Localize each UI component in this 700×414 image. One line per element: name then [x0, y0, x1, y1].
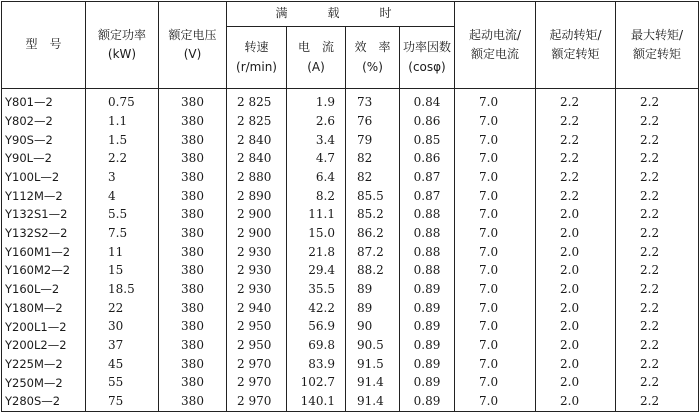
cell-start-torque-ratio: 2.0 [536, 205, 616, 224]
cell-power-factor: 0.84 [400, 89, 455, 113]
cell-efficiency: 89 [346, 299, 400, 318]
header-voltage-title: 额定电压 [168, 27, 217, 42]
cell-speed: 2 900 [227, 205, 287, 224]
cell-model: Y280S—2 [2, 392, 86, 411]
cell-start-torque-ratio: 2.2 [536, 149, 616, 168]
cell-power: 1.1 [86, 112, 159, 131]
cell-max-torque-ratio: 2.2 [616, 112, 699, 131]
cell-speed: 2 825 [227, 112, 287, 131]
cell-start-torque-ratio: 2.0 [536, 280, 616, 299]
cell-model: Y801—2 [2, 89, 86, 113]
cell-current: 83.9 [287, 355, 346, 374]
cell-efficiency: 88.2 [346, 261, 400, 280]
cell-max-torque-ratio: 2.2 [616, 131, 699, 150]
header-power [86, 2, 159, 89]
cell-current: 8.2 [287, 187, 346, 206]
cell-efficiency: 79 [346, 131, 400, 150]
table-row [2, 205, 699, 224]
cell-max-torque-ratio: 2.2 [616, 243, 699, 262]
cell-speed: 2 970 [227, 374, 287, 393]
cell-power-factor: 0.86 [400, 149, 455, 168]
cell-voltage: 380 [159, 224, 227, 243]
cell-speed: 2 840 [227, 131, 287, 150]
cell-start-current-ratio: 7.0 [455, 374, 536, 393]
cell-efficiency: 73 [346, 89, 400, 113]
cell-power: 15 [86, 261, 159, 280]
cell-voltage: 380 [159, 243, 227, 262]
cell-start-torque-ratio: 2.0 [536, 261, 616, 280]
cell-current: 42.2 [287, 299, 346, 318]
cell-speed: 2 825 [227, 89, 287, 113]
cell-model: Y112M—2 [2, 187, 86, 206]
cell-start-current-ratio: 7.0 [455, 112, 536, 131]
cell-power: 0.75 [86, 89, 159, 113]
cell-voltage: 380 [159, 261, 227, 280]
header-start-current-line2: 额定电流 [471, 47, 520, 61]
cell-power-factor: 0.89 [400, 392, 455, 411]
cell-current: 6.4 [287, 168, 346, 187]
table-header [2, 2, 699, 89]
cell-start-current-ratio: 7.0 [455, 243, 536, 262]
cell-power: 18.5 [86, 280, 159, 299]
cell-model: Y160M1—2 [2, 243, 86, 262]
cell-max-torque-ratio: 2.2 [616, 392, 699, 411]
cell-power-factor: 0.88 [400, 224, 455, 243]
cell-max-torque-ratio: 2.2 [616, 280, 699, 299]
header-efficiency-unit: (%) [362, 59, 383, 74]
cell-model: Y160M2—2 [2, 261, 86, 280]
cell-start-current-ratio: 7.0 [455, 205, 536, 224]
cell-current: 29.4 [287, 261, 346, 280]
cell-max-torque-ratio: 2.2 [616, 149, 699, 168]
table-row [2, 392, 699, 411]
cell-start-torque-ratio: 2.0 [536, 224, 616, 243]
cell-current: 56.9 [287, 317, 346, 336]
cell-voltage: 380 [159, 89, 227, 113]
cell-efficiency: 86.2 [346, 224, 400, 243]
cell-max-torque-ratio: 2.2 [616, 187, 699, 206]
cell-start-torque-ratio: 2.2 [536, 89, 616, 113]
cell-power-factor: 0.88 [400, 243, 455, 262]
cell-efficiency: 82 [346, 149, 400, 168]
cell-speed: 2 950 [227, 317, 287, 336]
header-voltage-unit: (V) [183, 47, 202, 61]
cell-speed: 2 900 [227, 224, 287, 243]
cell-power-factor: 0.87 [400, 187, 455, 206]
cell-power-factor: 0.89 [400, 280, 455, 299]
cell-max-torque-ratio: 2.2 [616, 317, 699, 336]
table-row [2, 280, 699, 299]
cell-voltage: 380 [159, 131, 227, 150]
cell-power-factor: 0.89 [400, 374, 455, 393]
cell-efficiency: 91.4 [346, 374, 400, 393]
cell-power-factor: 0.89 [400, 336, 455, 355]
cell-start-current-ratio: 7.0 [455, 280, 536, 299]
header-current-unit: (A) [307, 59, 325, 74]
header-full-load: 满 载 时 [227, 2, 455, 27]
cell-start-torque-ratio: 2.0 [536, 317, 616, 336]
cell-power: 45 [86, 355, 159, 374]
cell-start-current-ratio: 7.0 [455, 224, 536, 243]
cell-start-torque-ratio: 2.2 [536, 168, 616, 187]
cell-model: Y802—2 [2, 112, 86, 131]
cell-model: Y132S1—2 [2, 205, 86, 224]
cell-start-torque-ratio: 2.0 [536, 374, 616, 393]
table-row [2, 299, 699, 318]
cell-model: Y132S2—2 [2, 224, 86, 243]
table-row [2, 243, 699, 262]
cell-current: 1.9 [287, 89, 346, 113]
cell-current: 15.0 [287, 224, 346, 243]
header-max-torque-line1: 最大转矩/ [630, 27, 684, 42]
cell-model: Y90S—2 [2, 131, 86, 150]
cell-voltage: 380 [159, 299, 227, 318]
header-start-current-ratio [455, 2, 536, 89]
cell-current: 102.7 [287, 374, 346, 393]
header-voltage [159, 2, 227, 89]
cell-power: 22 [86, 299, 159, 318]
header-current [287, 27, 346, 89]
header-power-factor [400, 27, 455, 89]
cell-max-torque-ratio: 2.2 [616, 168, 699, 187]
cell-max-torque-ratio: 2.2 [616, 261, 699, 280]
cell-start-torque-ratio: 2.2 [536, 187, 616, 206]
header-power-factor-title: 功率因数 [403, 40, 452, 55]
cell-model: Y90L—2 [2, 149, 86, 168]
cell-current: 2.6 [287, 112, 346, 131]
cell-speed: 2 970 [227, 392, 287, 411]
table-row [2, 89, 699, 113]
cell-efficiency: 82 [346, 168, 400, 187]
header-power-factor-unit: (cosφ) [408, 59, 446, 74]
header-max-torque-line2: 额定转矩 [633, 47, 682, 61]
cell-voltage: 380 [159, 336, 227, 355]
header-speed-title: 转速 [244, 40, 269, 55]
table-row [2, 336, 699, 355]
header-model: 型 号 [2, 2, 86, 89]
cell-efficiency: 90 [346, 317, 400, 336]
cell-model: Y100L—2 [2, 168, 86, 187]
cell-model: Y160L—2 [2, 280, 86, 299]
cell-max-torque-ratio: 2.2 [616, 89, 699, 113]
cell-power: 5.5 [86, 205, 159, 224]
cell-start-current-ratio: 7.0 [455, 336, 536, 355]
cell-voltage: 380 [159, 280, 227, 299]
cell-power: 37 [86, 336, 159, 355]
cell-voltage: 380 [159, 317, 227, 336]
cell-speed: 2 930 [227, 280, 287, 299]
cell-voltage: 380 [159, 168, 227, 187]
cell-power: 4 [86, 187, 159, 206]
cell-power: 3 [86, 168, 159, 187]
table-row [2, 149, 699, 168]
cell-start-torque-ratio: 2.0 [536, 299, 616, 318]
header-power-title: 额定功率 [97, 27, 146, 42]
cell-start-current-ratio: 7.0 [455, 89, 536, 113]
table-row [2, 374, 699, 393]
table-row [2, 168, 699, 187]
cell-power: 30 [86, 317, 159, 336]
cell-speed: 2 950 [227, 336, 287, 355]
cell-start-current-ratio: 7.0 [455, 261, 536, 280]
table-row [2, 261, 699, 280]
table-row [2, 224, 699, 243]
cell-start-current-ratio: 7.0 [455, 355, 536, 374]
cell-current: 4.7 [287, 149, 346, 168]
cell-current: 3.4 [287, 131, 346, 150]
cell-start-current-ratio: 7.0 [455, 131, 536, 150]
table-row [2, 355, 699, 374]
cell-start-current-ratio: 7.0 [455, 149, 536, 168]
header-start-torque-line1: 起动转矩/ [549, 27, 602, 42]
cell-max-torque-ratio: 2.2 [616, 205, 699, 224]
cell-voltage: 380 [159, 112, 227, 131]
header-speed [227, 27, 287, 89]
cell-speed: 2 840 [227, 149, 287, 168]
cell-max-torque-ratio: 2.2 [616, 336, 699, 355]
header-current-title: 电 流 [297, 40, 334, 55]
cell-start-current-ratio: 7.0 [455, 317, 536, 336]
cell-power-factor: 0.89 [400, 355, 455, 374]
cell-voltage: 380 [159, 187, 227, 206]
cell-model: Y250M—2 [2, 374, 86, 393]
cell-max-torque-ratio: 2.2 [616, 374, 699, 393]
cell-efficiency: 87.2 [346, 243, 400, 262]
table-row [2, 187, 699, 206]
cell-power-factor: 0.89 [400, 317, 455, 336]
header-speed-unit: (r/min) [236, 59, 277, 74]
cell-max-torque-ratio: 2.2 [616, 224, 699, 243]
cell-model: Y200L2—2 [2, 336, 86, 355]
cell-efficiency: 91.5 [346, 355, 400, 374]
header-max-torque-ratio [616, 2, 699, 89]
cell-current: 69.8 [287, 336, 346, 355]
cell-power: 2.2 [86, 149, 159, 168]
cell-voltage: 380 [159, 392, 227, 411]
header-start-torque-line2: 额定转矩 [551, 47, 600, 61]
cell-speed: 2 890 [227, 187, 287, 206]
table-row [2, 131, 699, 150]
cell-power-factor: 0.85 [400, 131, 455, 150]
cell-voltage: 380 [159, 205, 227, 224]
header-efficiency-title: 效 率 [354, 40, 391, 55]
cell-current: 21.8 [287, 243, 346, 262]
cell-power-factor: 0.88 [400, 261, 455, 280]
cell-power-factor: 0.86 [400, 112, 455, 131]
cell-model: Y200L1—2 [2, 317, 86, 336]
cell-start-torque-ratio: 2.0 [536, 355, 616, 374]
motor-spec-table [1, 1, 699, 412]
cell-start-current-ratio: 7.0 [455, 392, 536, 411]
cell-start-torque-ratio: 2.0 [536, 336, 616, 355]
cell-start-current-ratio: 7.0 [455, 187, 536, 206]
table-body [2, 89, 699, 412]
cell-current: 35.5 [287, 280, 346, 299]
cell-max-torque-ratio: 2.2 [616, 355, 699, 374]
cell-power-factor: 0.89 [400, 299, 455, 318]
header-start-current-line1: 起动电流/ [468, 27, 522, 42]
cell-speed: 2 930 [227, 243, 287, 262]
cell-start-torque-ratio: 2.2 [536, 112, 616, 131]
cell-voltage: 380 [159, 149, 227, 168]
cell-speed: 2 880 [227, 168, 287, 187]
cell-efficiency: 89 [346, 280, 400, 299]
table-row [2, 112, 699, 131]
cell-efficiency: 85.5 [346, 187, 400, 206]
cell-power: 75 [86, 392, 159, 411]
cell-voltage: 380 [159, 355, 227, 374]
cell-efficiency: 76 [346, 112, 400, 131]
cell-current: 140.1 [287, 392, 346, 411]
cell-start-torque-ratio: 2.0 [536, 243, 616, 262]
cell-power: 55 [86, 374, 159, 393]
header-efficiency [346, 27, 400, 89]
cell-current: 11.1 [287, 205, 346, 224]
cell-model: Y225M—2 [2, 355, 86, 374]
cell-start-torque-ratio: 2.0 [536, 392, 616, 411]
cell-power-factor: 0.87 [400, 168, 455, 187]
cell-speed: 2 940 [227, 299, 287, 318]
cell-efficiency: 90.5 [346, 336, 400, 355]
cell-speed: 2 930 [227, 261, 287, 280]
cell-max-torque-ratio: 2.2 [616, 299, 699, 318]
cell-start-torque-ratio: 2.2 [536, 131, 616, 150]
cell-efficiency: 85.2 [346, 205, 400, 224]
cell-power: 11 [86, 243, 159, 262]
cell-start-current-ratio: 7.0 [455, 299, 536, 318]
cell-start-current-ratio: 7.0 [455, 168, 536, 187]
cell-voltage: 380 [159, 374, 227, 393]
table-row [2, 317, 699, 336]
cell-power: 1.5 [86, 131, 159, 150]
header-start-torque-ratio [536, 2, 616, 89]
cell-power: 7.5 [86, 224, 159, 243]
cell-speed: 2 970 [227, 355, 287, 374]
cell-model: Y180M—2 [2, 299, 86, 318]
header-power-unit: (kW) [107, 47, 137, 61]
cell-efficiency: 91.4 [346, 392, 400, 411]
cell-power-factor: 0.88 [400, 205, 455, 224]
